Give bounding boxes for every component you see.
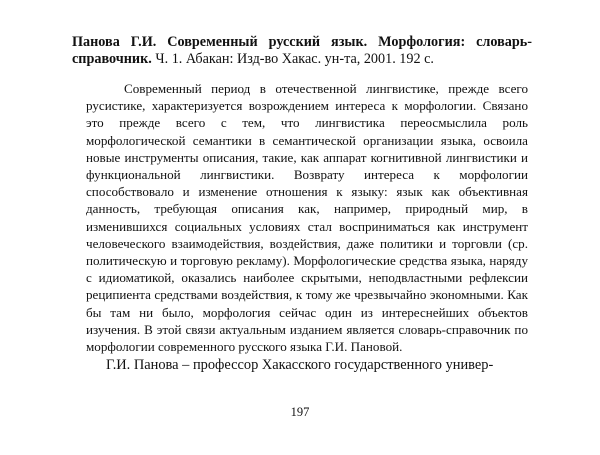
citation-publication-info: Ч. 1. Абакан: Изд-во Хакас. ун-та, 2001. 192 с. (151, 51, 434, 67)
review-paragraph-2: Г.И. Панова – профессор Хакасского государственного универ- (106, 357, 494, 373)
page-number: 197 (290, 405, 310, 419)
review-paragraph-1: Современный период в отечественной лингвистике, прежде всего русистике, характеризуется возрождением интереса к морфологии. Связано это прежде всего с тем, что лингвистика переосмыслила роль морфологической семантики в семантической организации языка, освоила новые инструменты описания, такие, как аппарат когнитивной лингвистики и функциональной лингвистики. Возврату интереса к морфологии способствовало и изменение отношения к языку: язык как объективная данность, требующая описания как, например, природный мир, в изменившихся социальных условиях стал восприниматься как инструмент человеческого взаимодействия, воздействия, даже политики и торговли (ср. политическую и торговую рекламу). Морфологические средства языка, наряду с идиоматикой, оказались наиболее скрытыми, неподвластными рефлексии реципиента средствами воздействия, к тому же чрезвычайно экономными. Как бы там ни было, морфология сейчас один из интереснейших объектов изучения. В этой связи актуальным изданием является словарь-справочник по морфологии современного русского языка Г.И. Пановой. (86, 81, 528, 355)
citation-author-title: Панова Г.И. Современный русский язык. Морфология: словарь-справочник. (72, 34, 532, 67)
citation-heading (72, 34, 532, 68)
